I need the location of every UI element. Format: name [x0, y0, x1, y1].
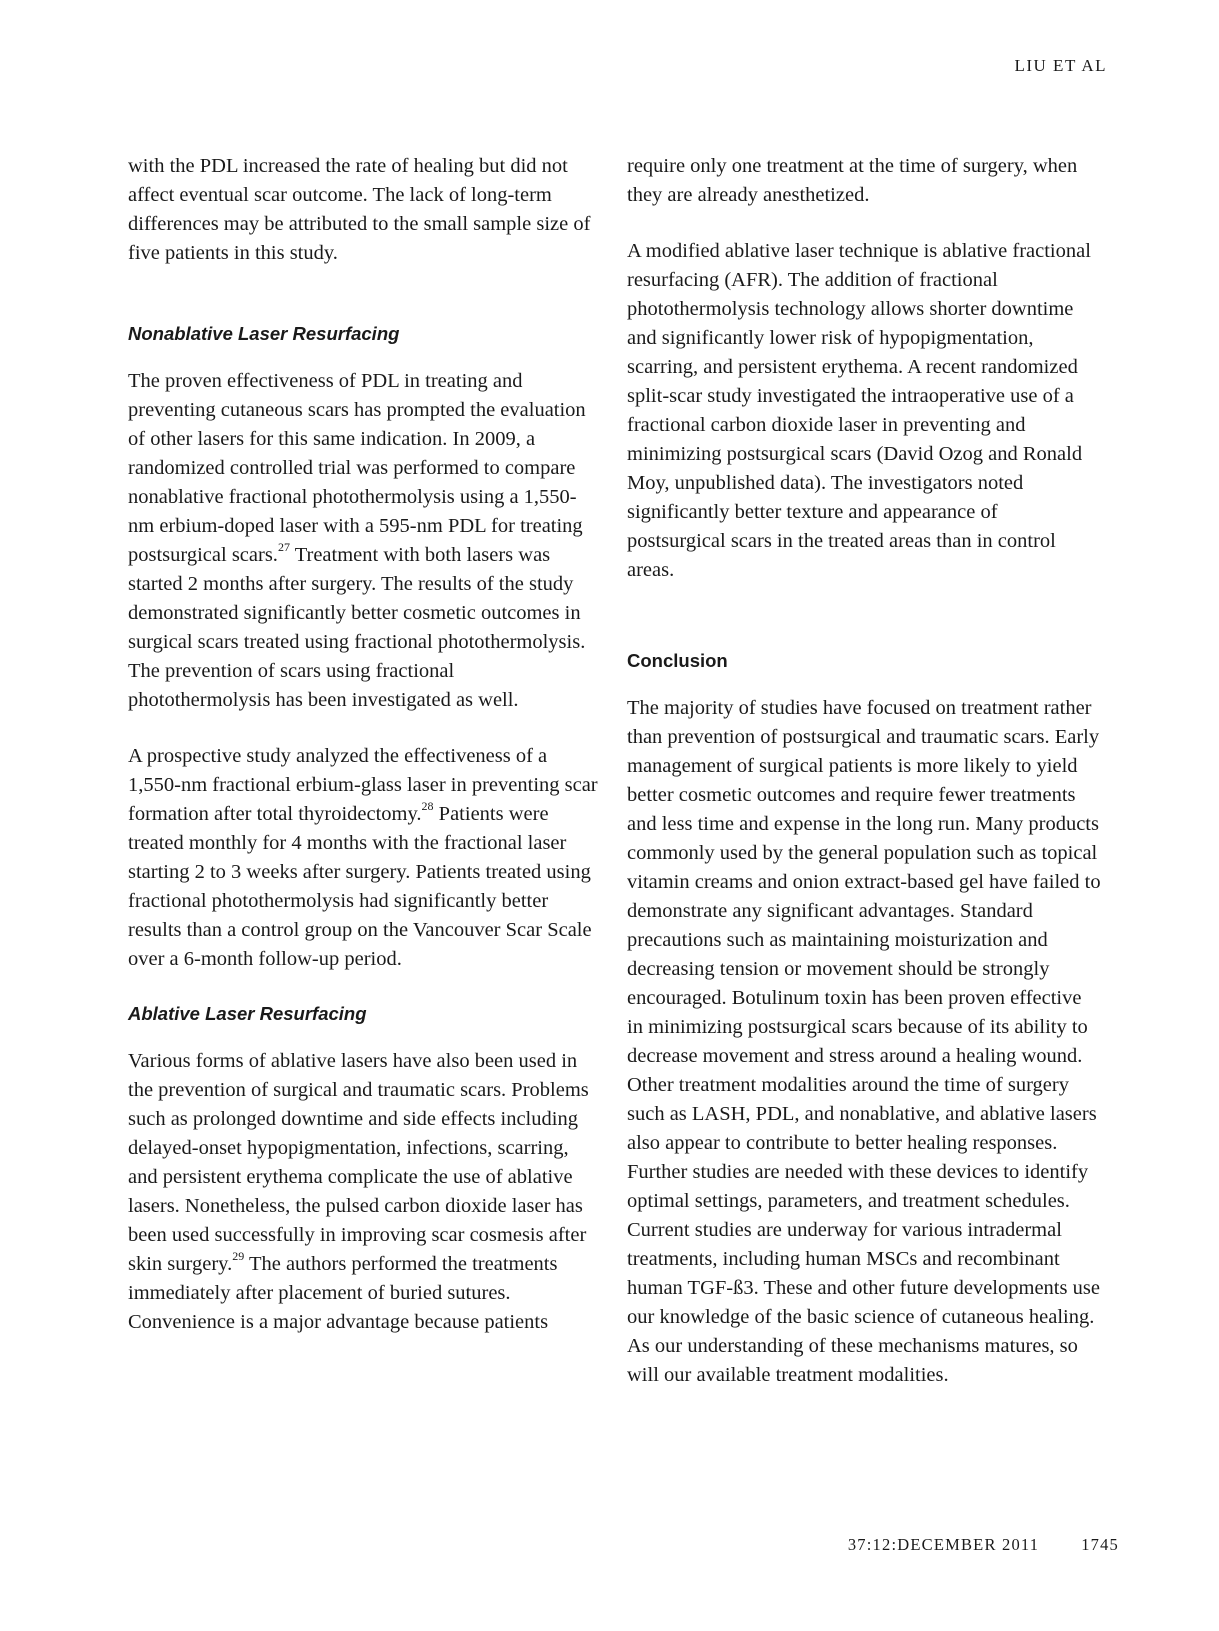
paragraph: require only one treatment at the time of surgery, when they are already anesthetized.: [627, 155, 1078, 206]
paragraph-text: The proven effectiveness of PDL in treating and preventing cutaneous scars has prompted the evaluation of other lasers for this same indication. In 2009, a randomized controlled trial was performed to compare nonablative fractional photothermolysis using a 1,550-nm erbium-doped laser with a 595-nm PDL for treating postsurgical scars.: [128, 370, 586, 566]
page-footer: [848, 1535, 1119, 1555]
section-heading-nonablative: Nonablative Laser Resurfacing: [128, 323, 400, 344]
section-heading-ablative: Ablative Laser Resurfacing: [128, 1003, 367, 1024]
paragraph-text: Treatment with both lasers was started 2 months after surgery. The results of the study demonstrated significantly better cosmetic outcomes in surgical scars treated using fractional photothermolysis. The prevention of scars using fractional photothermolysis has been investigated as well.: [128, 544, 586, 711]
reference-superscript: 28: [421, 799, 434, 814]
paragraph: The majority of studies have focused on treatment rather than prevention of postsurgical and traumatic scars. Early management of surgical patients is more likely to yield better cosmetic outcomes and require fewer treatments and less time and expense in the long run. Many products commonly used by the general population such as topical vitamin creams and onion extract-based gel have failed to demonstrate any significant advantages. Standard precautions such as maintaining moisturization and decreasing tension or movement should be strongly encouraged. Botulinum toxin has been proven effective in minimizing postsurgical scars because of its ability to decrease movement and stress around a healing wound. Other treatment modalities around the time of surgery such as LASH, PDL, and nonablative, and ablative lasers also appear to contribute to better healing responses. Further studies are needed with these devices to identify optimal settings, parameters, and treatment schedules. Current studies are underway for various intradermal treatments, including human MSCs and recombinant human TGF-ß3. These and other future developments use our knowledge of the basic science of cutaneous healing. As our understanding of these mechanisms matures, so will our available treatment modalities.: [627, 697, 1101, 1386]
left-column: [128, 152, 598, 1364]
paragraph-text: Various forms of ablative lasers have also been used in the prevention of surgical and traumatic scars. Problems such as prolonged downtime and side effects including delayed-onset hypopigmentation, infections, scarring, and persistent erythema complicate the use of ablative lasers. Nonetheless, the pulsed carbon dioxide laser has been used successfully in improving scar cosmesis after skin surgery.: [128, 1050, 589, 1275]
paragraph: [128, 1047, 598, 1337]
reference-superscript: 29: [232, 1249, 245, 1264]
section-heading-conclusion: Conclusion: [627, 650, 728, 671]
paragraph: with the PDL increased the rate of healing but did not affect eventual scar outcome. The lack of long-term differences may be attributed to the small sample size of five patients in this study.: [128, 155, 591, 264]
paragraph-text: Patients were treated monthly for 4 months with the fractional laser starting 2 to 3 weeks after surgery. Patients treated using fractional photothermolysis had significantly better results than a control group on the Vancouver Scar Scale over a 6-month follow-up period.: [128, 803, 592, 970]
paragraph-text: The authors performed the treatments immediately after placement of buried sutures. Convenience is a major advantage because patients: [128, 1253, 558, 1333]
running-head: LIU ET AL: [1014, 56, 1107, 75]
reference-superscript: 27: [277, 540, 290, 555]
paragraph: A modified ablative laser technique is ablative fractional resurfacing (AFR). The addition of fractional photothermolysis technology allows shorter downtime and significantly lower risk of hypopigmentation, scarring, and persistent erythema. A recent randomized split-scar study investigated the intraoperative use of a fractional carbon dioxide laser in preventing and minimizing postsurgical scars (David Ozog and Ronald Moy, unpublished data). The investigators noted significantly better texture and appearance of postsurgical scars in the treated areas than in control areas.: [627, 240, 1091, 581]
issue-date: 37:12:DECEMBER 2011: [847, 1535, 1040, 1554]
right-column: [627, 152, 1101, 1417]
page-number: 1745: [1081, 1535, 1119, 1554]
paragraph: [128, 367, 598, 715]
paragraph-text: A prospective study analyzed the effectiveness of a 1,550-nm fractional erbium-glass laser in preventing scar formation after total thyroidectomy.: [128, 745, 598, 825]
paragraph: [128, 742, 598, 974]
